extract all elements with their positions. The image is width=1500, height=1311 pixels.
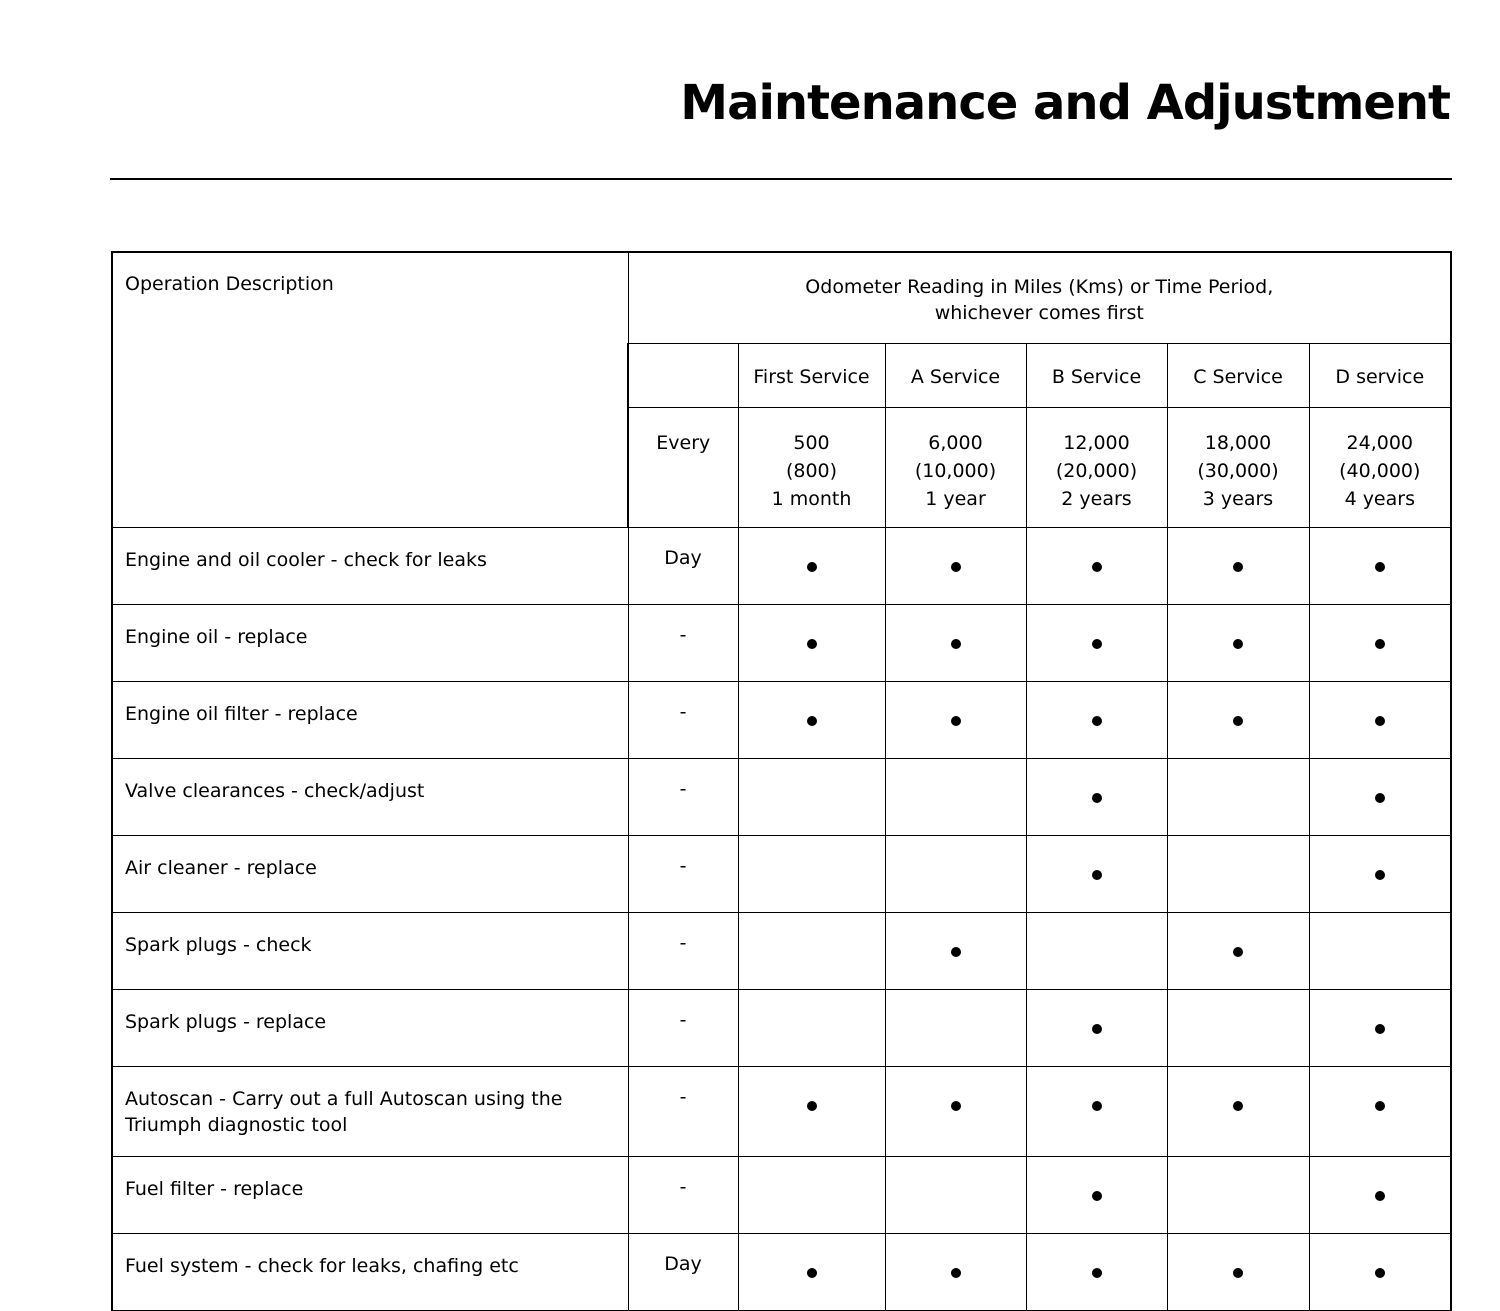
operation-description: Fuel filter - replace (112, 1156, 628, 1233)
bullet-icon (1375, 1024, 1385, 1034)
table-row (112, 1156, 1451, 1233)
service-cell (738, 681, 885, 758)
service-cell (1167, 604, 1309, 681)
bullet-icon (1375, 716, 1385, 726)
service-cell (738, 1066, 885, 1156)
interval-miles: 24,000 (1346, 431, 1414, 454)
bullet-icon (1092, 1191, 1102, 1201)
bullet-icon (1092, 639, 1102, 649)
interval-kms: (30,000) (1197, 459, 1279, 482)
operation-description: Autoscan - Carry out a full Autoscan using the Triumph diagnostic tool (112, 1066, 628, 1156)
interval-c-service (1167, 407, 1309, 527)
bullet-icon (1375, 1268, 1385, 1278)
odometer-header-line2: whichever comes first (934, 302, 1144, 324)
every-header: Every (628, 407, 738, 527)
bullet-icon (951, 562, 961, 572)
operation-description: Spark plugs - replace (112, 989, 628, 1066)
service-cell (885, 835, 1026, 912)
service-cell (1309, 758, 1451, 835)
service-cell (1167, 1233, 1309, 1310)
service-cell (885, 1156, 1026, 1233)
service-cell (1026, 1156, 1167, 1233)
bullet-icon (1092, 793, 1102, 803)
operation-description: Spark plugs - check (112, 912, 628, 989)
service-cell (1026, 527, 1167, 604)
bullet-icon (951, 716, 961, 726)
every-interval: Day (628, 1233, 738, 1310)
table-row (112, 912, 1451, 989)
table-row (112, 681, 1451, 758)
bullet-icon (1233, 639, 1243, 649)
bullet-icon (951, 1268, 961, 1278)
every-interval: - (628, 758, 738, 835)
bullet-icon (1092, 1024, 1102, 1034)
service-cell (1167, 1066, 1309, 1156)
service-cell (738, 912, 885, 989)
interval-kms: (800) (785, 459, 838, 482)
every-interval: - (628, 1066, 738, 1156)
title-divider (110, 178, 1452, 180)
service-cell (738, 604, 885, 681)
service-cell (738, 1156, 885, 1233)
service-cell (738, 758, 885, 835)
service-cell (1026, 1233, 1167, 1310)
service-cell (1167, 681, 1309, 758)
bullet-icon (1375, 639, 1385, 649)
service-cell (1026, 835, 1167, 912)
every-interval: - (628, 1156, 738, 1233)
service-cell (738, 527, 885, 604)
interval-kms: (40,000) (1339, 459, 1421, 482)
bullet-icon (807, 716, 817, 726)
interval-time: 1 month (771, 487, 852, 510)
service-header-first: First Service (738, 343, 885, 407)
service-cell (1167, 527, 1309, 604)
service-cell (1309, 1066, 1451, 1156)
service-cell (738, 835, 885, 912)
service-header-b: B Service (1026, 343, 1167, 407)
service-cell (1026, 1066, 1167, 1156)
bullet-icon (807, 1101, 817, 1111)
bullet-icon (1375, 1101, 1385, 1111)
table-row (112, 604, 1451, 681)
bullet-icon (1375, 870, 1385, 880)
table-row (112, 1066, 1451, 1156)
operation-description: Fuel system - check for leaks, chafing etc (112, 1233, 628, 1310)
service-cell (885, 527, 1026, 604)
interval-kms: (10,000) (914, 459, 997, 482)
bullet-icon (951, 947, 961, 957)
service-cell (1167, 758, 1309, 835)
every-interval: - (628, 912, 738, 989)
interval-time: 3 years (1202, 487, 1274, 510)
every-interval: - (628, 835, 738, 912)
interval-time: 4 years (1344, 487, 1415, 510)
bullet-icon (1233, 716, 1243, 726)
table-row (112, 527, 1451, 604)
bullet-icon (1233, 562, 1243, 572)
service-cell (1026, 681, 1167, 758)
service-cell (738, 989, 885, 1066)
service-cell (885, 604, 1026, 681)
every-interval: - (628, 989, 738, 1066)
interval-first-service (738, 407, 885, 527)
maintenance-schedule-table (111, 251, 1452, 1311)
table-row (112, 835, 1451, 912)
service-cell (1309, 912, 1451, 989)
service-cell (1309, 681, 1451, 758)
bullet-icon (807, 639, 817, 649)
service-cell (1026, 758, 1167, 835)
interval-miles: 6,000 (928, 431, 983, 454)
interval-miles: 12,000 (1063, 431, 1130, 454)
bullet-icon (1233, 1268, 1243, 1278)
interval-kms: (20,000) (1055, 459, 1138, 482)
odometer-header (628, 252, 1451, 343)
bullet-icon (1233, 1101, 1243, 1111)
table-row (112, 1233, 1451, 1310)
empty-header-cell (628, 343, 738, 407)
table-row (112, 989, 1451, 1066)
operation-description: Valve clearances - check/adjust (112, 758, 628, 835)
operation-description: Engine oil filter - replace (112, 681, 628, 758)
page-title: Maintenance and Adjustment (680, 75, 1450, 131)
operation-description: Air cleaner - replace (112, 835, 628, 912)
service-cell (885, 1066, 1026, 1156)
service-cell (1309, 989, 1451, 1066)
operation-description: Engine oil - replace (112, 604, 628, 681)
bullet-icon (807, 562, 817, 572)
bullet-icon (1375, 793, 1385, 803)
service-cell (885, 681, 1026, 758)
interval-time: 2 years (1061, 487, 1132, 510)
table-row (112, 758, 1451, 835)
service-cell (1026, 912, 1167, 989)
bullet-icon (951, 1101, 961, 1111)
service-cell (885, 989, 1026, 1066)
service-cell (1309, 604, 1451, 681)
service-cell (738, 1233, 885, 1310)
service-cell (1026, 989, 1167, 1066)
interval-d-service (1309, 407, 1451, 527)
interval-a-service (885, 407, 1026, 527)
interval-b-service (1026, 407, 1167, 527)
every-interval: - (628, 681, 738, 758)
odometer-header-line1: Odometer Reading in Miles (Kms) or Time Period, (805, 276, 1274, 298)
service-cell (885, 758, 1026, 835)
interval-miles: 18,000 (1204, 431, 1272, 454)
service-cell (1309, 1156, 1451, 1233)
interval-time: 1 year (925, 487, 986, 510)
service-cell (885, 1233, 1026, 1310)
service-cell (1026, 604, 1167, 681)
service-cell (1167, 835, 1309, 912)
header-row-odometer (112, 252, 1451, 343)
service-cell (1167, 989, 1309, 1066)
bullet-icon (1092, 1101, 1102, 1111)
bullet-icon (1092, 870, 1102, 880)
bullet-icon (1375, 1191, 1385, 1201)
service-cell (1309, 527, 1451, 604)
service-cell (1309, 835, 1451, 912)
operation-description-header: Operation Description (112, 252, 628, 527)
service-cell (885, 912, 1026, 989)
interval-miles: 500 (793, 431, 830, 454)
operation-description: Engine and oil cooler - check for leaks (112, 527, 628, 604)
service-header-a: A Service (885, 343, 1026, 407)
bullet-icon (1092, 1268, 1102, 1278)
bullet-icon (807, 1268, 817, 1278)
bullet-icon (1233, 947, 1243, 957)
service-cell (1167, 912, 1309, 989)
service-header-c: C Service (1167, 343, 1309, 407)
every-interval: Day (628, 527, 738, 604)
service-header-d: D service (1309, 343, 1451, 407)
bullet-icon (951, 639, 961, 649)
every-interval: - (628, 604, 738, 681)
bullet-icon (1092, 716, 1102, 726)
bullet-icon (1092, 562, 1102, 572)
service-cell (1309, 1233, 1451, 1310)
service-cell (1167, 1156, 1309, 1233)
bullet-icon (1375, 562, 1385, 572)
